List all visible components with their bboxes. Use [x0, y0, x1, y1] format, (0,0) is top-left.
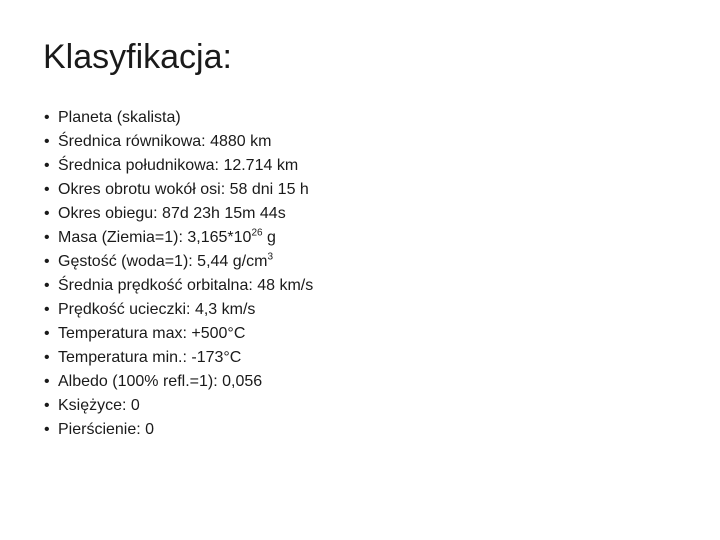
list-item-text: Planeta (skalista): [58, 109, 181, 126]
bullet-icon: •: [44, 181, 50, 198]
list-item: [44, 394, 313, 418]
list-item: [44, 298, 313, 322]
list-item-text: Średnica równikowa: 4880 km: [58, 133, 272, 150]
list-item: [44, 202, 313, 226]
superscript-exponent: 26: [251, 227, 263, 239]
bullet-icon: •: [44, 205, 50, 222]
bullet-icon: •: [44, 109, 50, 126]
bullet-icon: •: [44, 397, 50, 414]
list-item-text: Gęstość (woda=1): 5,44 g/cm: [58, 253, 268, 270]
bullet-icon: •: [44, 229, 50, 246]
list-item-text: Masa (Ziemia=1): 3,165*10: [58, 229, 252, 246]
list-item-text: Prędkość ucieczki: 4,3 km/s: [58, 301, 256, 318]
list-item-text: Średnia prędkość orbitalna: 48 km/s: [58, 277, 314, 294]
bullet-icon: •: [44, 253, 50, 270]
bullet-icon: •: [44, 157, 50, 174]
list-item: [44, 346, 313, 370]
bullet-icon: •: [44, 373, 50, 390]
list-item: [44, 274, 313, 298]
list-item: [44, 370, 313, 394]
bullet-icon: •: [44, 133, 50, 150]
list-item: [44, 322, 313, 346]
bullet-icon: •: [44, 421, 50, 438]
list-item-text: Księżyce: 0: [58, 397, 140, 414]
list-item-text: Okres obiegu: 87d 23h 15m 44s: [58, 205, 286, 222]
bullet-icon: •: [44, 277, 50, 294]
slide-title: Klasyfikacja:: [43, 38, 232, 76]
list-item: [44, 106, 313, 130]
list-item: [44, 178, 313, 202]
list-item: [44, 130, 313, 154]
list-item-text: Albedo (100% refl.=1): 0,056: [58, 373, 263, 390]
list-item: [44, 226, 313, 250]
list-item-text: Okres obrotu wokół osi: 58 dni 15 h: [58, 181, 309, 198]
list-item-text: Temperatura max: +500°C: [58, 325, 246, 342]
list-item-unit: g: [262, 229, 276, 246]
list-item-text: Pierścienie: 0: [58, 421, 155, 438]
bullet-icon: •: [44, 301, 50, 318]
bullet-icon: •: [44, 325, 50, 342]
list-item-text: Temperatura min.: -173°C: [58, 349, 242, 366]
list-item-text: Średnica południkowa: 12.714 km: [58, 157, 299, 174]
list-item: [44, 154, 313, 178]
list-item: [44, 418, 313, 442]
superscript-exponent: 3: [267, 251, 273, 263]
bullet-icon: •: [44, 349, 50, 366]
list-item: [44, 250, 313, 274]
bullet-list: [44, 106, 313, 442]
